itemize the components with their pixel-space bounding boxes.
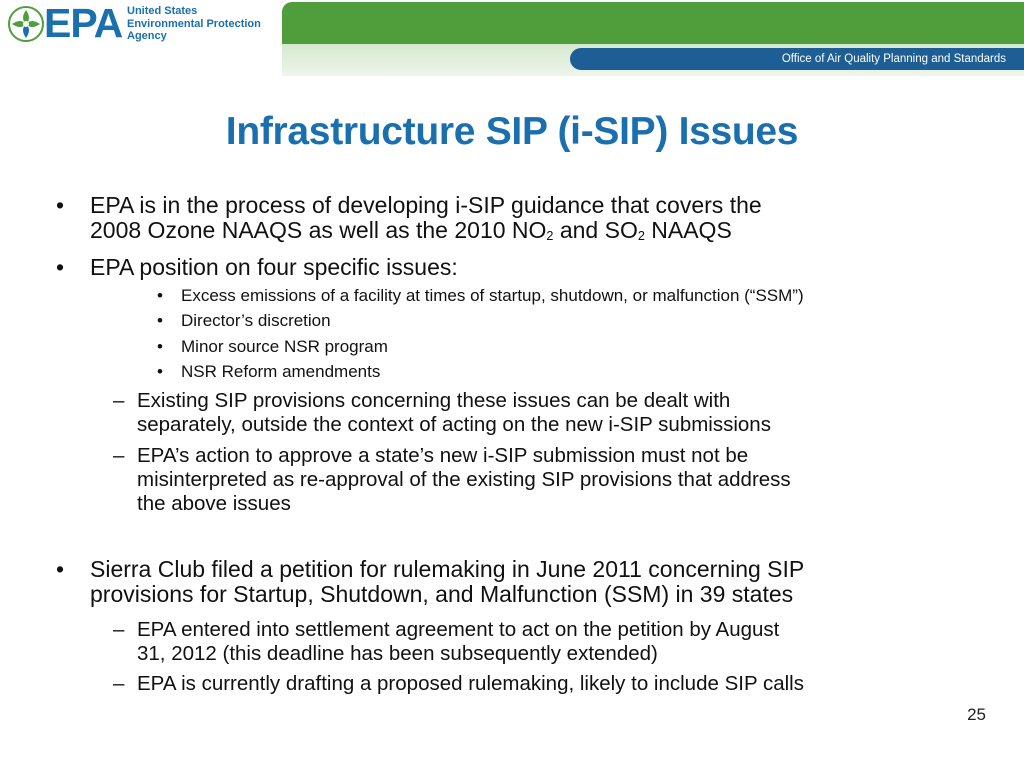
dash-marker: – [113,618,125,641]
bullet-item [56,254,990,280]
bullet-marker: • [56,556,65,582]
slide-title: Infrastructure SIP (i-SIP) Issues [225,110,799,153]
dash-line: EPA’s action to approve a state’s new i-SIP submission must not be [137,444,749,467]
dash-line: 31, 2012 (this deadline has been subsequently extended) [137,642,658,665]
subscript: 2 [546,228,554,243]
subscript: 2 [637,228,645,243]
dash-marker: – [113,389,125,412]
bullet-marker: • [157,286,163,305]
bullet-line: provisions for Startup, Shutdown, and Malfunction (SSM) in 39 states [90,581,794,607]
bullet-marker: • [56,254,65,280]
bullet-item [56,556,990,607]
bullet-marker: • [157,362,163,381]
bullet-marker: • [56,192,65,218]
dash-line: separately, outside the context of acting on the new i-SIP submissions [137,413,771,436]
dash-marker: – [113,672,125,695]
dash-item [113,672,977,696]
text-run: 2008 Ozone NAAQS as well as the 2010 NO [90,217,547,243]
sub-bullet-text: Director’s discretion [181,311,331,330]
sub-bullet-item [157,310,1001,332]
page-number: 25 [967,705,986,724]
bullet-line: EPA position on four specific issues: [90,254,458,280]
dash-marker: – [113,444,125,467]
dash-line: EPA entered into settlement agreement to act on the petition by August [137,618,780,641]
dash-item [113,444,977,516]
agency-line: Agency [127,30,167,42]
sub-bullet-item [157,361,1001,383]
agency-line: United States [127,5,198,17]
sub-bullet-item [157,285,1001,307]
sub-bullet-text: NSR Reform amendments [181,362,381,381]
epa-wordmark: EPA [44,0,123,46]
bullet-marker: • [157,311,163,330]
bullet-line [90,218,990,243]
bullet-line: EPA is in the process of developing i-SIP guidance that covers the [90,192,762,218]
dash-item [113,618,977,666]
bullet-line: Sierra Club filed a petition for rulemaking in June 2011 concerning SIP [90,556,805,582]
bullet-marker: • [157,337,163,356]
text-run: and SO [553,217,638,243]
bullet-item [56,192,990,243]
sub-bullet-text: Minor source NSR program [181,337,388,356]
dash-line: misinterpreted as re-approval of the existing SIP provisions that address [137,468,791,491]
dash-line: Existing SIP provisions concerning these issues can be dealt with [137,389,731,412]
sub-bullet-item [157,336,1001,358]
sub-bullet-text: Excess emissions of a facility at times of startup, shutdown, or malfunction (“SSM”) [181,286,804,305]
office-name: Office of Air Quality Planning and Standards [781,53,1006,65]
agency-line: Environmental Protection [127,17,261,30]
dash-line: EPA is currently drafting a proposed rulemaking, likely to include SIP calls [137,672,804,695]
text-run: NAAQS [644,217,732,243]
dash-item [113,389,977,437]
dash-line: the above issues [137,492,291,515]
